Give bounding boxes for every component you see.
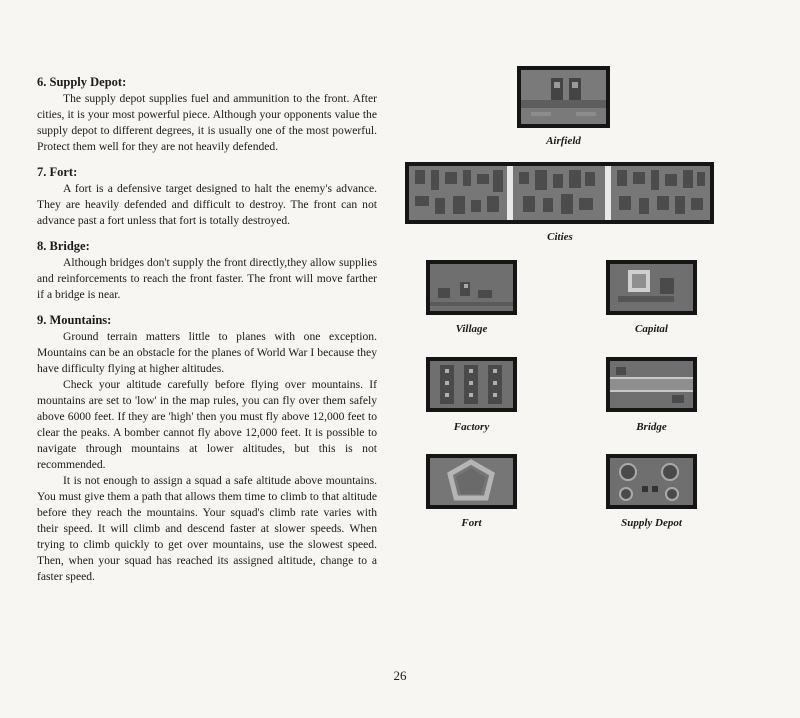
airfield-image — [517, 66, 610, 128]
bridge-image — [606, 357, 697, 412]
village-image — [426, 260, 517, 315]
section-paragraph: Check your altitude carefully before flying over mountains. If mountains are set to 'low' in the map rules, you can fly over them safely above 6000 feet. If they are 'high' then you must fly above 12,000 feet to clear the peaks. A bomber cannot fly above 12,000 feet. It is possible to navigate through mountains at lower altitudes, but this is not recommended. — [37, 378, 377, 471]
capital-image — [606, 260, 697, 315]
section-supply-depot — [37, 74, 377, 155]
section-bridge — [37, 238, 377, 303]
section-fort — [37, 164, 377, 229]
factory-caption: Factory — [453, 421, 490, 433]
section-paragraph: It is not enough to assign a squad a safe altitude above mountains. You must give them a path that allows them time to climb to that altitude before they reach the mountains. Your squad's climb rate varies with their speed. It will climb and descend faster at slower speeds. When trying to climb quickly to get over mountains, use the slowest speed. Then, when your squad has reached its assigned altitude, change to a faster speed. — [37, 474, 377, 583]
fort-caption: Fort — [461, 517, 482, 529]
cities-caption: Cities — [547, 231, 573, 243]
factory-image — [426, 357, 517, 412]
section-heading: 8. Bridge: — [37, 239, 90, 253]
bridge-caption: Bridge — [636, 421, 667, 433]
capital-caption: Capital — [634, 323, 668, 335]
cities-image — [405, 162, 714, 224]
section-paragraph: Although bridges don't supply the front directly,they allow supplies and reinforcements to reach the front faster. The front will move farther if a bridge is near. — [37, 256, 377, 301]
section-mountains — [37, 312, 377, 585]
text-column — [37, 74, 377, 594]
village-caption: Village — [455, 323, 488, 335]
section-paragraph: Ground terrain matters little to planes with one exception. Mountains can be an obstacle for the planes of World War I because they have difficulty flying at higher altitudes. — [37, 330, 377, 375]
section-heading: 9. Mountains: — [37, 313, 112, 327]
section-heading: 6. Supply Depot: — [37, 75, 127, 89]
airfield-caption: Airfield — [546, 135, 581, 147]
supply-depot-image — [606, 454, 697, 509]
page-number: 26 — [393, 668, 407, 683]
section-heading: 7. Fort: — [37, 165, 78, 179]
section-paragraph: The supply depot supplies fuel and ammunition to the front. After cities, it is your most powerful piece. Although your opponents value the supply depot to different degrees, it is usually one of the most powerful. Protect them well for they are not heavily defended. — [37, 92, 377, 153]
supply-depot-caption: Supply Depot — [621, 517, 682, 529]
fort-image — [426, 454, 517, 509]
section-paragraph: A fort is a defensive target designed to halt the enemy's advance. They are heavily defended and difficult to destroy. The front can not advance past a fort unless that fort is totally destroyed. — [37, 182, 377, 227]
